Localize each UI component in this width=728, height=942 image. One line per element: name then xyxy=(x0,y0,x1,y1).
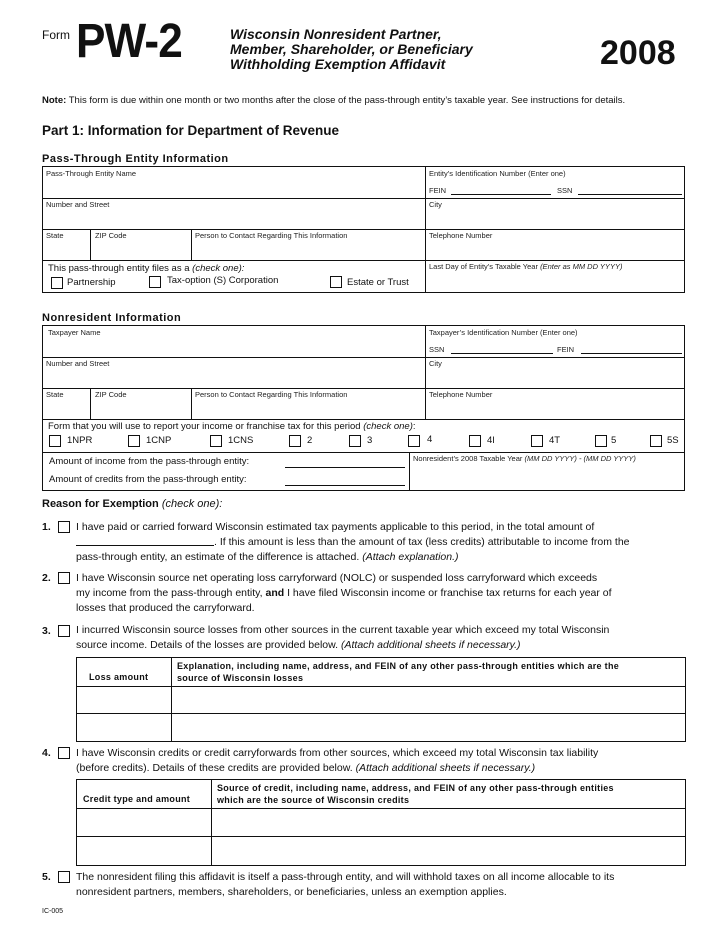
entity-fein-field[interactable] xyxy=(451,194,551,195)
note-text: This form is due within one month or two months after the close of the pass-through entity’s taxable year. See instructions for details. xyxy=(68,95,626,106)
reason-5-number: 5. xyxy=(42,871,51,883)
form-5s-checkbox[interactable] xyxy=(650,435,662,447)
losses-col-explanation-line-1: Explanation, including name, address, and FEIN of any other pass-through entities which are the xyxy=(177,661,620,671)
form-title-line-2: Member, Shareholder, or Beneficiary xyxy=(230,41,473,57)
reason-title-check: (check one): xyxy=(161,498,223,510)
losses-row-2-amount[interactable] xyxy=(78,714,170,740)
credits-label: Amount of credits from the pass-through entity: xyxy=(49,474,247,485)
reason-1-line-3 xyxy=(76,550,688,565)
nonresident-grid xyxy=(42,325,685,491)
reason-2-line-2 xyxy=(76,586,688,601)
losses-row-1-explanation[interactable] xyxy=(173,687,684,712)
reason-4-line-1: I have Wisconsin credits or credit carryforwards from other sources, which exceed my total Wisconsin tax liability xyxy=(76,747,599,759)
entity-street-field[interactable] xyxy=(45,209,423,228)
reason-5-checkbox[interactable] xyxy=(58,871,70,883)
entity-zip-label: ZIP Code xyxy=(95,231,127,240)
taxpayer-zip-label: ZIP Code xyxy=(95,390,127,399)
taxpayer-name-label: Taxpayer Name xyxy=(48,328,101,337)
partnership-checkbox[interactable] xyxy=(51,277,63,289)
losses-col-amount: Loss amount xyxy=(89,672,149,682)
entity-phone-label: Telephone Number xyxy=(429,231,493,240)
losses-row-1-amount[interactable] xyxy=(78,687,170,712)
reason-2-checkbox[interactable] xyxy=(58,572,70,584)
form-4i-checkbox[interactable] xyxy=(469,435,481,447)
credits-field[interactable] xyxy=(285,485,405,486)
credits-col-source-line-2: which are the source of Wisconsin credits xyxy=(217,795,410,805)
entity-files-as-text xyxy=(48,263,244,274)
form-4-label: 4 xyxy=(427,434,433,445)
entity-city-field[interactable] xyxy=(427,209,682,228)
losses-table xyxy=(76,657,686,742)
credits-row-2-source[interactable] xyxy=(213,837,684,864)
form-4t-checkbox[interactable] xyxy=(531,435,543,447)
reason-5-line-2: nonresident partners, members, shareholders, or beneficiaries, unless an exemption applies. xyxy=(76,886,507,898)
form-used-colon: : xyxy=(412,421,416,432)
credits-row-1-type[interactable] xyxy=(78,809,210,835)
note-label: Note: xyxy=(42,95,67,106)
reason-3-line-1: I incurred Wisconsin source losses from other sources in the current taxable year which exceed my total Wisconsin xyxy=(76,624,610,636)
last-day-field[interactable] xyxy=(427,271,682,291)
losses-col-explanation-line-2: source of Wisconsin losses xyxy=(177,673,304,683)
taxpayer-ssn-field[interactable] xyxy=(451,353,553,354)
entity-name-field[interactable] xyxy=(45,177,423,197)
form-5s-label: 5S xyxy=(667,435,679,446)
entity-ssn-field[interactable] xyxy=(578,194,682,195)
entity-contact-label: Person to Contact Regarding This Information xyxy=(195,231,348,240)
taxpayer-phone-label: Telephone Number xyxy=(429,390,493,399)
reason-3-text xyxy=(76,623,688,653)
reason-4-line-2 xyxy=(76,761,688,776)
s-corporation-checkbox[interactable] xyxy=(149,276,161,288)
entity-name-label: Pass-Through Entity Name xyxy=(46,169,137,178)
form-2-label: 2 xyxy=(307,435,313,446)
form-number: PW-2 xyxy=(76,15,182,68)
reason-2-text xyxy=(76,571,688,616)
entity-grid xyxy=(42,166,685,293)
taxpayer-id-label: Taxpayer’s Identification Number (Enter one) xyxy=(429,328,578,337)
credits-row-2-type[interactable] xyxy=(78,837,210,864)
taxpayer-ssn-label: SSN xyxy=(429,345,445,354)
reason-1-line-1: I have paid or carried forward Wisconsin estimated tax payments applicable to this period, in the total amount of xyxy=(76,521,595,533)
reason-2-line-2c: I have filed Wisconsin income or franchise tax returns for each year of xyxy=(287,587,612,599)
credits-col-type: Credit type and amount xyxy=(83,794,191,804)
partnership-label: Partnership xyxy=(67,277,116,288)
reason-2-line-2a: my income from the pass-through entity, xyxy=(76,587,263,599)
form-used-check: (check one) xyxy=(363,421,413,432)
income-field[interactable] xyxy=(285,467,405,468)
reason-1-line-3-attach: (Attach explanation.) xyxy=(362,551,459,563)
taxpayer-fein-field[interactable] xyxy=(581,353,682,354)
reason-2-line-1: I have Wisconsin source net operating loss carryforward (NOLC) or suspended loss carryforward which exceeds xyxy=(76,572,598,584)
form-1cnp-label: 1CNP xyxy=(146,435,172,446)
losses-row-2-explanation[interactable] xyxy=(173,714,684,740)
taxpayer-name-field[interactable] xyxy=(45,336,423,356)
taxable-year-label xyxy=(413,454,636,463)
reason-3-checkbox[interactable] xyxy=(58,625,70,637)
form-4-checkbox[interactable] xyxy=(408,435,420,447)
reason-title-text: Reason for Exemption xyxy=(42,498,159,510)
taxpayer-fein-label: FEIN xyxy=(557,345,575,354)
taxpayer-street-field[interactable] xyxy=(45,368,423,387)
reason-3-line-2b: (Attach additional sheets if necessary.) xyxy=(340,639,521,651)
reason-4-number: 4. xyxy=(42,747,51,759)
taxpayer-street-label: Number and Street xyxy=(46,359,110,368)
entity-ssn-label: SSN xyxy=(557,186,573,195)
form-1cns-label: 1CNS xyxy=(228,435,254,446)
reason-3-number: 3. xyxy=(42,625,51,637)
reason-1-line-2-text: . If this amount is less than the amount of tax (less credits) attributable to income from the xyxy=(214,536,630,548)
reason-1-line-3-text: pass-through entity, an estimate of the difference is attached. xyxy=(76,551,360,563)
form-1npr-checkbox[interactable] xyxy=(49,435,61,447)
form-title-line-3: Withholding Exemption Affidavit xyxy=(230,56,446,72)
taxpayer-state-label: State xyxy=(46,390,64,399)
s-corporation-label: Tax-option (S) Corporation xyxy=(167,275,279,286)
losses-col-explanation xyxy=(177,660,619,684)
last-day-hint: (Enter as MM DD YYYY) xyxy=(540,262,623,271)
form-1cns-checkbox[interactable] xyxy=(210,435,222,447)
reason-title xyxy=(42,498,222,510)
form-3-checkbox[interactable] xyxy=(349,435,361,447)
part1-title: Part 1: Information for Department of Revenue xyxy=(42,123,340,138)
estimated-payments-field[interactable] xyxy=(76,535,214,546)
form-1cnp-checkbox[interactable] xyxy=(128,435,140,447)
last-day-label xyxy=(429,262,622,271)
reason-1-number: 1. xyxy=(42,521,51,533)
estate-trust-label: Estate or Trust xyxy=(347,277,409,288)
form-3-label: 3 xyxy=(367,435,373,446)
reason-1-line-2 xyxy=(76,535,688,550)
footer-form-code: IC-005 xyxy=(42,908,64,915)
reason-3-line-2 xyxy=(76,638,688,653)
reason-4-line-2b: (Attach additional sheets if necessary.) xyxy=(355,762,536,774)
form-title xyxy=(230,27,473,72)
form-5-checkbox[interactable] xyxy=(595,435,607,447)
nonresident-section-title: Nonresident Information xyxy=(42,312,182,324)
reason-2-number: 2. xyxy=(42,572,51,584)
form-used-label: Form that you will use to report your income or franchise tax for this period xyxy=(48,421,361,432)
taxable-year-label-text: Nonresident’s 2008 Taxable Year xyxy=(413,454,523,463)
entity-city-label: City xyxy=(429,200,442,209)
last-day-label-text: Last Day of Entity’s Taxable Year xyxy=(429,262,538,271)
income-label: Amount of income from the pass-through entity: xyxy=(49,456,250,467)
credits-table xyxy=(76,779,686,866)
reason-4-checkbox[interactable] xyxy=(58,747,70,759)
reason-3-line-2a: source income. Details of the losses are provided below. xyxy=(76,639,339,651)
form-4t-label: 4T xyxy=(549,435,561,446)
credits-col-source xyxy=(217,782,614,806)
reason-5-line-1: The nonresident filing this affidavit is itself a pass-through entity, and will withhold taxes on all income allocable to its xyxy=(76,871,615,883)
note xyxy=(42,95,625,106)
estate-trust-checkbox[interactable] xyxy=(330,276,342,288)
credits-row-1-source[interactable] xyxy=(213,809,684,835)
form-year: 2008 xyxy=(600,34,676,72)
entity-fein-label: FEIN xyxy=(429,186,447,195)
credits-col-source-line-1: Source of credit, including name, address, and FEIN of any other pass-through entities xyxy=(217,783,614,793)
form-1npr-label: 1NPR xyxy=(67,435,93,446)
form-used-text xyxy=(48,421,416,432)
form-label: Form xyxy=(42,28,70,42)
taxable-year-hint: (MM DD YYYY) - (MM DD YYYY) xyxy=(524,454,636,463)
entity-id-label: Entity’s Identification Number (Enter one) xyxy=(429,169,566,178)
entity-files-as-check: (check one): xyxy=(192,263,245,274)
form-4i-label: 4I xyxy=(487,435,495,446)
entity-street-label: Number and Street xyxy=(46,200,110,209)
reason-2-line-2b: and xyxy=(265,587,285,599)
reason-5-text xyxy=(76,870,688,900)
reason-4-text xyxy=(76,746,688,776)
reason-1-text xyxy=(76,520,688,565)
form-5-label: 5 xyxy=(611,435,617,446)
entity-files-as-label: This pass-through entity files as a xyxy=(48,263,190,274)
reason-2-line-3: losses that produced the carryforward. xyxy=(76,602,255,614)
reason-1-checkbox[interactable] xyxy=(58,521,70,533)
entity-section-title: Pass-Through Entity Information xyxy=(42,153,229,165)
taxable-year-field[interactable] xyxy=(411,464,682,489)
form-2-checkbox[interactable] xyxy=(289,435,301,447)
reason-4-line-2a: (before credits). Details of these credits are provided below. xyxy=(76,762,353,774)
taxpayer-city-field[interactable] xyxy=(427,368,682,387)
taxpayer-city-label: City xyxy=(429,359,442,368)
entity-state-label: State xyxy=(46,231,64,240)
form-title-line-1: Wisconsin Nonresident Partner, xyxy=(230,26,442,42)
taxpayer-contact-label: Person to Contact Regarding This Information xyxy=(195,390,348,399)
